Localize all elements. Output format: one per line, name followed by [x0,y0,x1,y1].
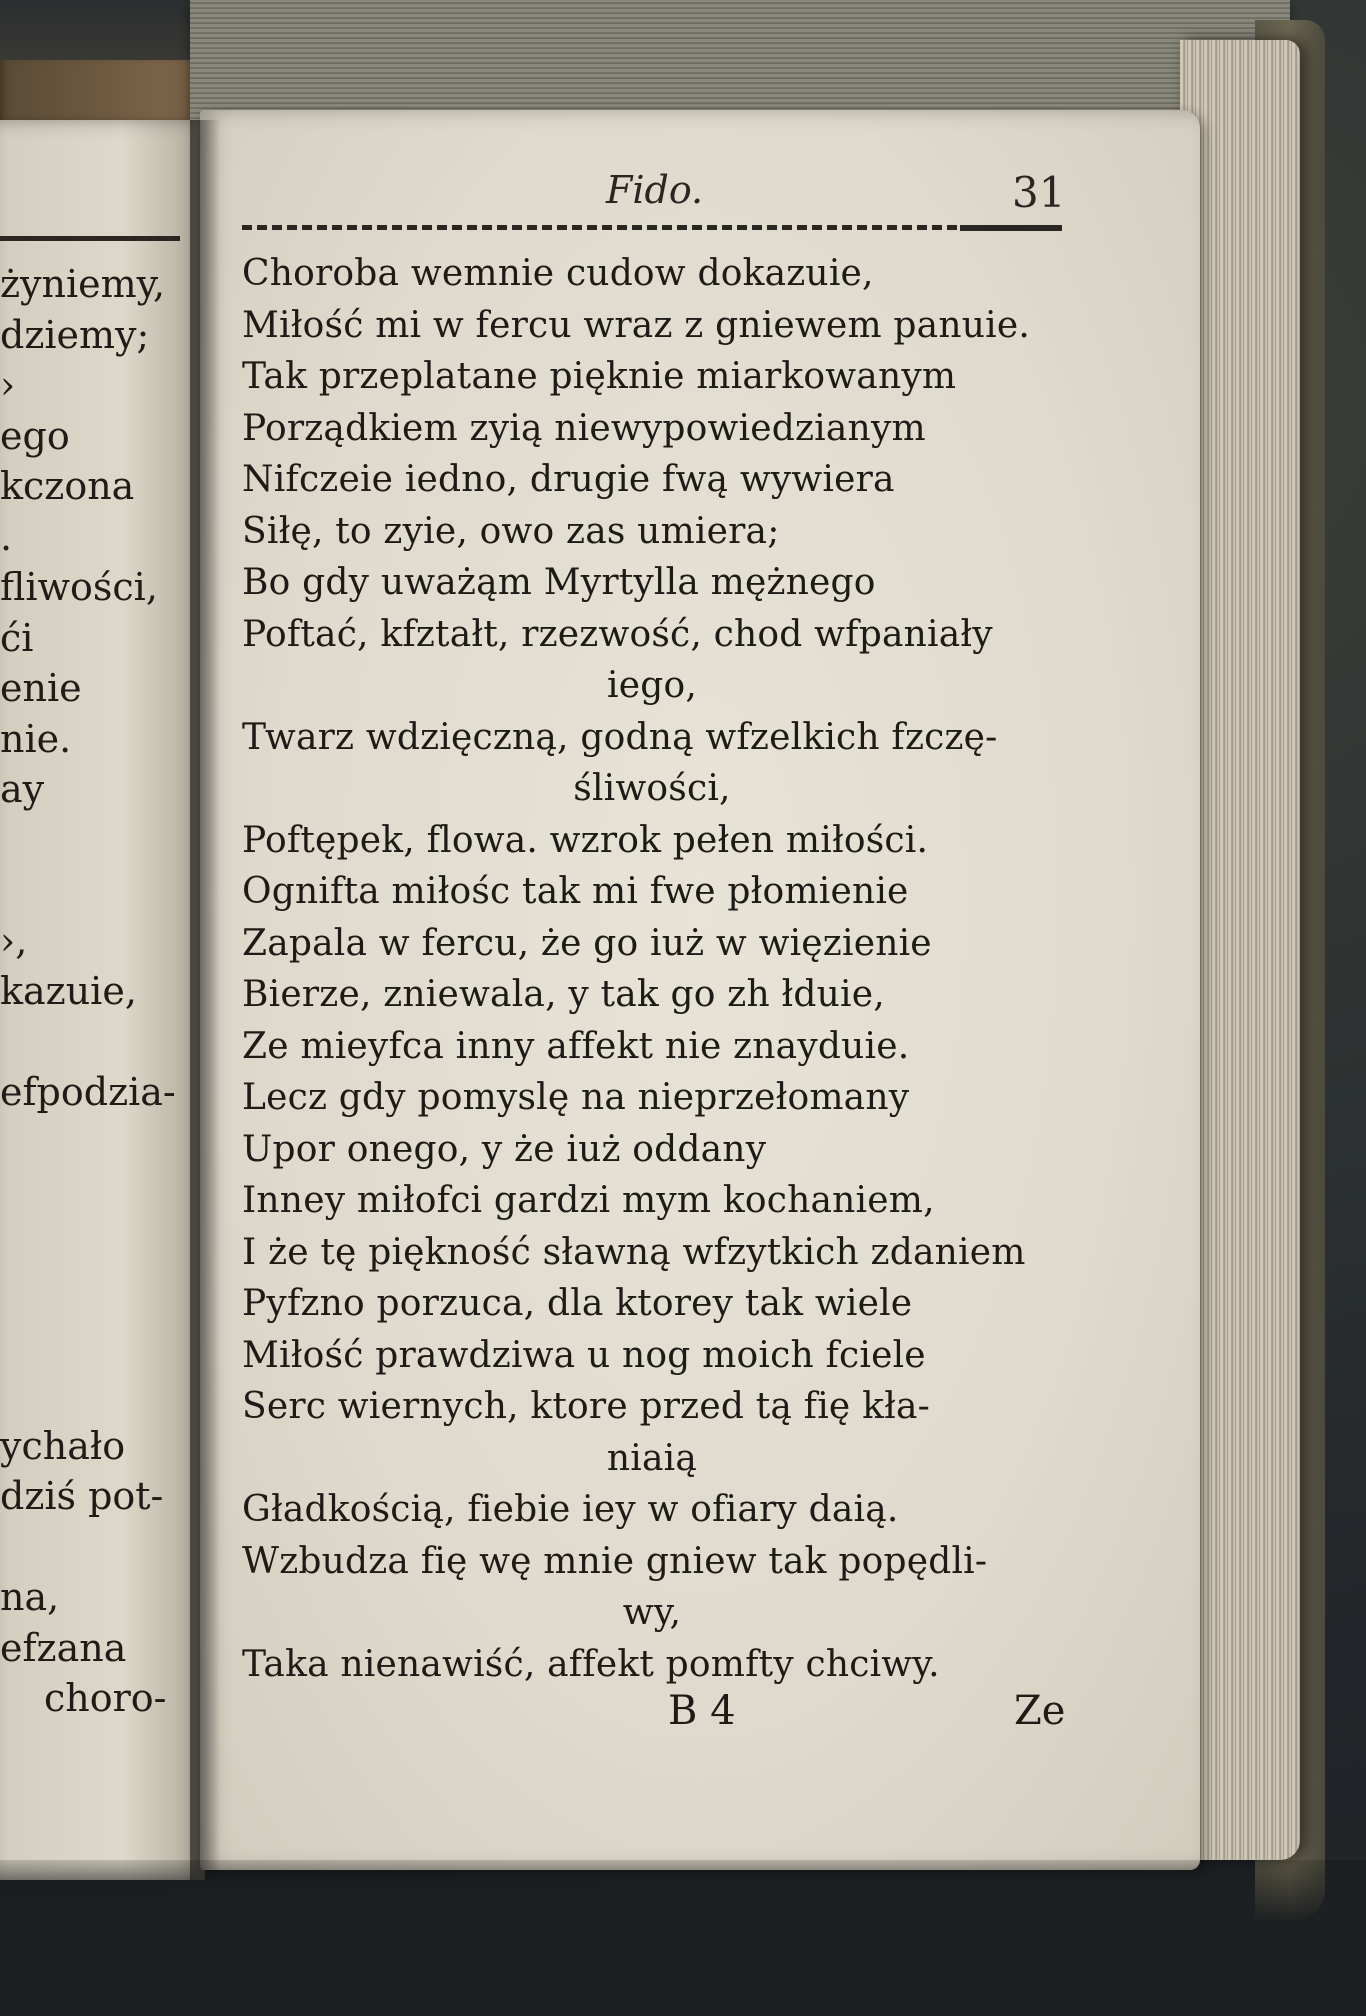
verse-line: Miłość prawdziwa u nog moich fciele [242,1334,926,1376]
left-page-line: efzana [0,1625,127,1670]
verse-line: Poftępek, flowa. wzrok pełen miłości. [242,819,929,861]
left-page-line: dziś pot- [0,1474,164,1518]
page-edges-top [190,0,1290,120]
verse-line: Wzbudza fię wę mnie gniew tak popędli- [242,1540,988,1582]
verse-line: Bierze, zniewala, y tak go zh łduie, [242,974,885,1015]
left-page-line: choro- [44,1676,167,1720]
verse-turnover: wy, [622,1592,682,1633]
verse-turnover: śliwości, [573,768,731,809]
left-page-line: kazuie, [0,969,137,1013]
left-page-line: ychało [0,1423,126,1468]
verse-line: Choroba wemnie cudow dokazuie, [242,253,874,294]
verse-line: Porządkiem zyią niewypowiedzianym [242,407,926,449]
table-surface [0,1860,1366,2016]
verse-line: Twarz wdzięczną, godną wfzelkich fzczę- [242,716,998,758]
left-page-line: fliwości, [0,565,158,609]
header-rule [242,225,1062,230]
verse-line: Ze mieyfca inny affekt nie znayduie. [242,1025,910,1067]
verse-line: Siłę, to zyie, owo zas umiera; [242,510,780,552]
left-page-line: ego [0,413,70,458]
verse-line: Upor onego, y że iuż oddany [242,1128,767,1170]
running-title: Fido. [606,168,704,212]
verse-line: Serc wiernych, ktore przed tą fię kła- [242,1386,930,1427]
left-page-header-rule [0,236,180,241]
verse-line: Zapala w fercu, że go iuż w więzienie [242,922,932,964]
left-page-line: kczona [0,464,135,508]
verse-line: Tak przeplatane pięknie miarkowanym [242,356,957,397]
left-page-line: ›, [0,918,28,963]
left-page-line: dziemy; [0,312,150,357]
verse-turnover: niaią [606,1437,698,1479]
verse-line: Bo gdy uważąm Myrtylla mężnego [242,562,876,603]
left-page-line: ay [0,767,45,811]
verse-line: Lecz gdy pomyslę na nieprzełomany [242,1077,910,1118]
signature-mark: B 4 [668,1688,736,1734]
header-rule-end [960,225,1062,231]
verse-line: Nifczeie iedno, drugie fwą wywiera [242,459,895,500]
catchword: Ze [1014,1688,1066,1734]
verse-line: Poftać, kfztałt, rzezwość, chod wfpaniały [242,613,993,655]
verse-line: Ognifta miłośc tak mi fwe płomienie [242,871,909,912]
verse-line: Inney miłofci gardzi mym kochaniem, [242,1180,935,1221]
left-page-line: efpodzia- [0,1070,176,1114]
left-page-line: . [0,514,13,559]
left-page-line: nie. [0,716,72,761]
left-page-line: enie [0,666,82,710]
verse-line: Taka nienawiść, affekt pomfty chciwy. [242,1643,940,1685]
left-page-line: żyniemy, [0,262,166,306]
verse-turnover: iego, [607,665,697,706]
left-page-line: na, [0,1575,60,1619]
left-page-line: › [0,363,16,407]
left-page-line: ći [0,615,34,660]
verse-line: I że tę piękność sławną wfzytkich zdaniem [242,1231,1026,1273]
verse-line: Gładkością, fiebie iey w ofiary daią. [242,1489,899,1530]
gutter-shadow [190,120,220,1880]
verse-line: Miłość mi w fercu wraz z gniewem panuie. [242,304,1030,346]
page-number: 31 [1012,168,1066,217]
verse-line: Pyfzno porzuca, dla ktorey tak wiele [242,1283,913,1324]
